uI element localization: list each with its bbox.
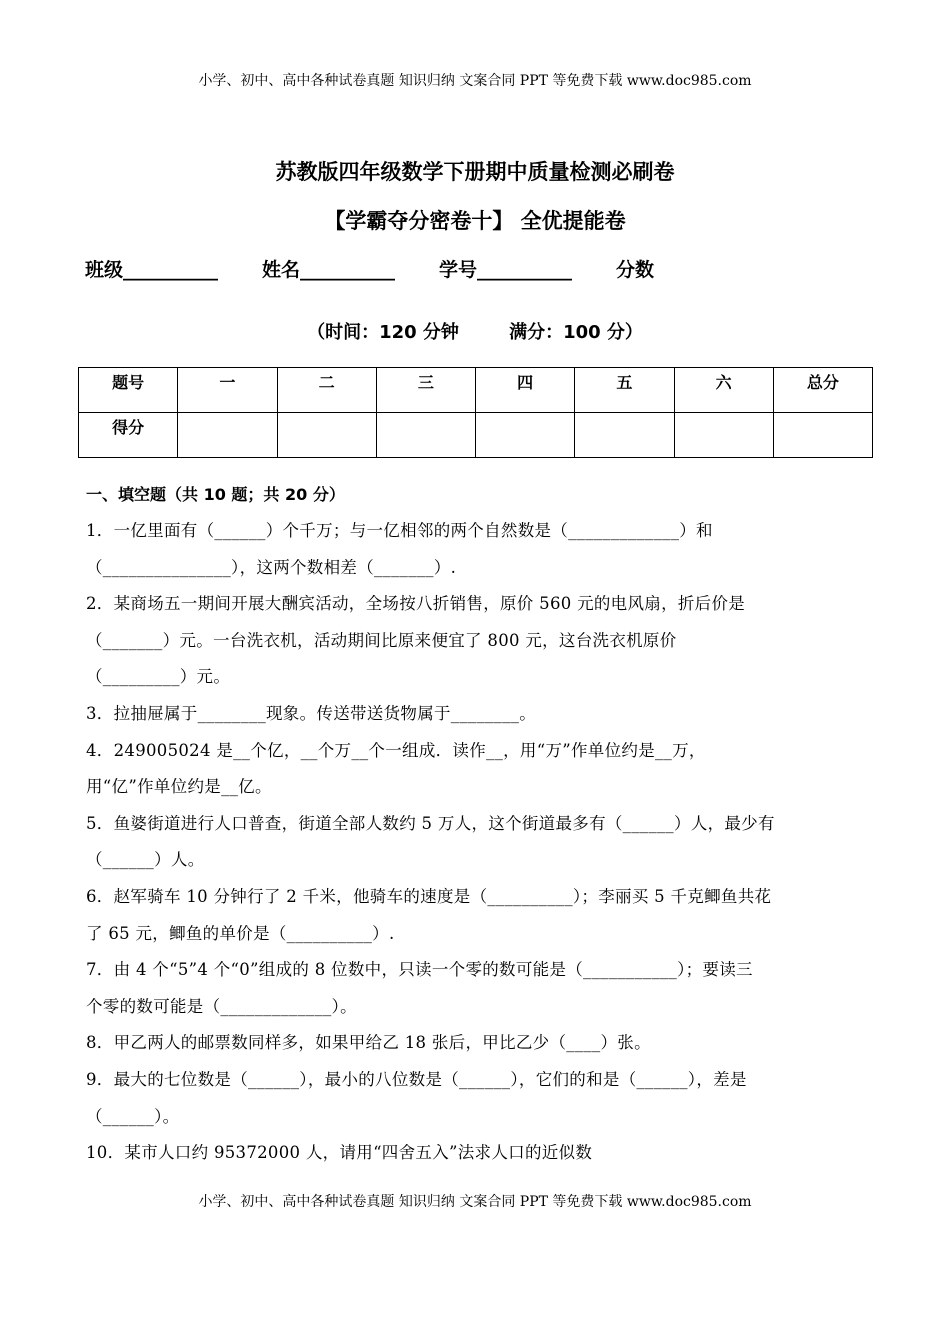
question-line: 个零的数可能是（_____________）。 bbox=[86, 996, 357, 1016]
section-title: 一、填空题（共 10 题；共 20 分） bbox=[86, 485, 345, 504]
score-field: 分数 bbox=[616, 259, 655, 281]
score-cell bbox=[476, 413, 575, 458]
question-line: （______）人。 bbox=[86, 850, 205, 870]
question-line: 3．拉抽屉属于________现象。传送带送货物属于________。 bbox=[86, 704, 536, 723]
question-line: 了 65 元，鲫鱼的单价是（__________）. bbox=[86, 923, 395, 943]
question-line: 2．某商场五一期间开展大酬宾活动，全场按八折销售，原价 560 元的电风扇，折后价是 bbox=[86, 594, 746, 614]
table-header-cell: 三 bbox=[376, 368, 475, 413]
table-header-row bbox=[79, 368, 873, 413]
question-line: 1．一亿里面有（______）个千万；与一亿相邻的两个自然数是（_____________）和 bbox=[86, 521, 713, 540]
page-title: 苏教版四年级数学下册期中质量检测必刷卷 bbox=[275, 160, 675, 184]
page-footer: 小学、初中、高中各种试卷真题 知识归纳 文案合同 PPT 等免费下载 www.doc985.com bbox=[198, 1194, 752, 1210]
table-header-cell: 六 bbox=[674, 368, 773, 413]
question-line: （_________）元。 bbox=[86, 667, 231, 687]
student-id-field: 学号__________ bbox=[439, 259, 573, 281]
question-line: 6．赵军骑车 10 分钟行了 2 千米，他骑车的速度是（__________）；李丽买 5 千克鲫鱼共花 bbox=[86, 887, 772, 906]
question-line: 9．最大的七位数是（______），最小的八位数是（______），它们的和是（______），差是 bbox=[86, 1070, 747, 1089]
question-line: 4．249005024 是__个亿，__个万__个一组成．读作__，用“万”作单位约是__万， bbox=[86, 740, 706, 760]
question-line: （______）。 bbox=[86, 1106, 180, 1126]
score-cell bbox=[376, 413, 475, 458]
question-line: （_______）元。一台洗衣机，活动期间比原来便宜了 800 元，这台洗衣机原价 bbox=[86, 630, 677, 650]
score-cell bbox=[575, 413, 674, 458]
table-header-cell: 总分 bbox=[773, 368, 872, 413]
question-line: （_______________），这两个数相差（_______）. bbox=[86, 557, 457, 577]
table-header-cell: 二 bbox=[277, 368, 376, 413]
exam-time: （时间：120 分钟 满分：100 分） bbox=[307, 322, 643, 343]
table-header-cell: 五 bbox=[575, 368, 674, 413]
page-header: 小学、初中、高中各种试卷真题 知识归纳 文案合同 PPT 等免费下载 www.doc985.com bbox=[198, 73, 752, 89]
row-label: 得分 bbox=[79, 413, 178, 458]
page-subtitle: 【学霸夺分密卷十】 全优提能卷 bbox=[324, 209, 626, 233]
score-cell bbox=[178, 413, 277, 458]
question-line: 8．甲乙两人的邮票数同样多，如果甲给乙 18 张后，甲比乙少（____）张。 bbox=[86, 1033, 651, 1053]
student-info bbox=[85, 255, 698, 282]
score-cell bbox=[773, 413, 872, 458]
class-field: 班级__________ bbox=[85, 259, 219, 281]
table-header-cell: 题号 bbox=[79, 368, 178, 413]
score-cell bbox=[277, 413, 376, 458]
name-field: 姓名__________ bbox=[262, 259, 396, 281]
table-header-cell: 四 bbox=[476, 368, 575, 413]
question-line: 用“亿”作单位约是__亿。 bbox=[86, 777, 272, 797]
question-line: 7．由 4 个“5”4 个“0”组成的 8 位数中，只读一个零的数可能是（___________）；要读三 bbox=[86, 960, 753, 980]
table-row bbox=[79, 413, 873, 458]
question-line: 10．某市人口约 95372000 人，请用“四舍五入”法求人口的近似数 bbox=[86, 1143, 593, 1163]
score-cell bbox=[674, 413, 773, 458]
score-table bbox=[78, 367, 873, 458]
table-header-cell: 一 bbox=[178, 368, 277, 413]
question-line: 5．鱼婆街道进行人口普查，街道全部人数约 5 万人，这个街道最多有（______）人，最少有 bbox=[86, 813, 775, 833]
